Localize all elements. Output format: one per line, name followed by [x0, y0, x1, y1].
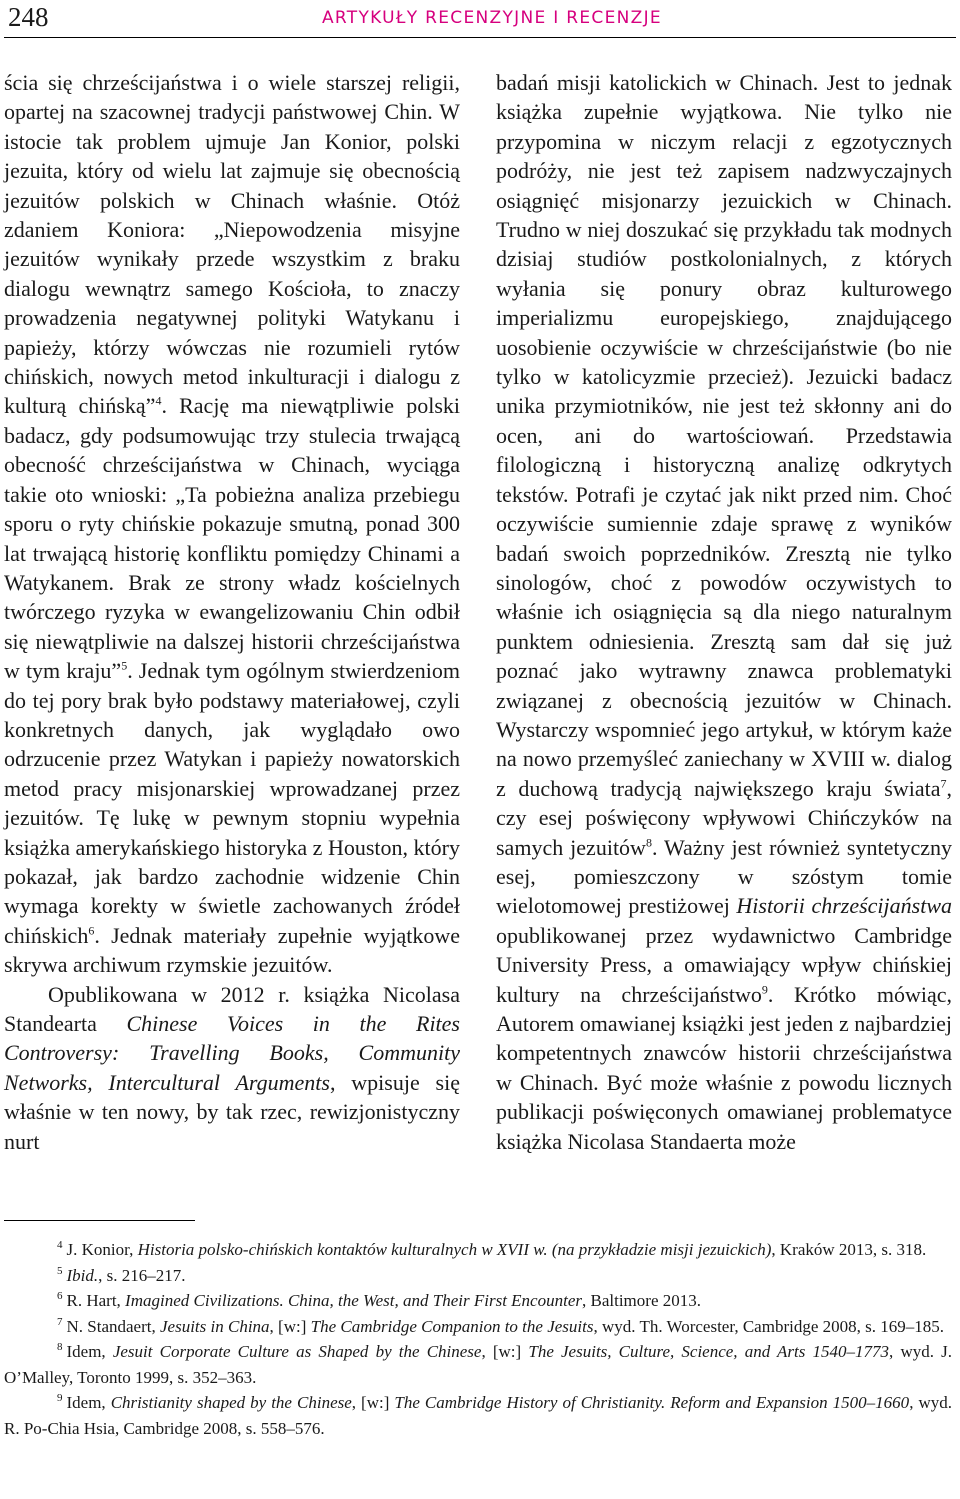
footnote-text: R. Hart,	[66, 1291, 126, 1310]
footnote-6	[4, 1288, 952, 1314]
right-column	[496, 68, 952, 1156]
footnote-number: 4	[57, 1239, 63, 1252]
footnote-ref-8[interactable]: 8	[645, 835, 652, 850]
footnote-7	[4, 1314, 952, 1340]
footnote-title: Jesuits in China	[159, 1316, 270, 1336]
footnote-8	[4, 1339, 952, 1390]
paragraph-text: . Jednak materiały zupełnie wyjątkowe skrywa archiwum rzymskie jezuitów.	[4, 922, 460, 978]
paragraph-text: . Krótko mówiąc, Autorem omawianej książki jest jeden z najbardziej kompetentnych znawców historii chrześcijaństwa w Chinach. Być może właśnie z powodu licznych publikacji poświęconych omawianej problematyce książka Nicolasa Standaerta może	[496, 981, 952, 1154]
footnote-4	[4, 1237, 952, 1263]
footnote-text: Idem,	[66, 1342, 113, 1361]
footnote-text: , wyd. J. O’Malley, Toronto 1999, s. 352–363.	[4, 1342, 952, 1387]
footnote-text: , [w:]	[269, 1316, 311, 1336]
footnote-9	[4, 1390, 952, 1441]
paragraph-text: opublikowanej przez wydawnictwo Cambridge University Press, a omawiający wpływ chińskiej kultury na chrześcijaństwo	[496, 922, 952, 1007]
footnote-text: , Kraków 2013, s. 318.	[771, 1240, 927, 1259]
footnote-title: Ibid.	[66, 1265, 99, 1285]
footnote-ref-5[interactable]: 5	[121, 658, 128, 673]
footnote-title: Jesuit Corporate Culture as Shaped by the Chinese	[112, 1342, 482, 1361]
paragraph-text: , wpisuje się właśnie w ten nowy, by tak rzec, rewizjonistyczny nurt	[4, 1069, 460, 1154]
paragraph-text: , czy esej poświęcony wpływowi Chińczyków na samych jezuitów	[496, 775, 952, 860]
paragraph-text: ścia się chrześcijaństwa i o wiele starszej religii, opartej na szacownej tradycji państwowej Chin. W istocie tak problem ujmuje Jan Konior, polski jezuita, który od wielu lat zajmuje się obecnością jezuitów polskich w Chinach właśnie. Otóż zdaniem Koniora: „Niepowodzenia misyjne jezuitów wynikały przede wszystkim z braku dialogu wewnątrz samego Kościoła, to znaczy prowadzenia negatywnej polityki Watykanu i papieży, którzy wówczas nie rozumieli rytów chińskich, nowych metod inkulturacji i dialogu z kulturą chińską”	[4, 70, 460, 419]
footnote-number: 8	[57, 1341, 63, 1354]
footnote-number: 6	[57, 1290, 63, 1303]
footnote-title: The Cambridge Companion to the Jesuits	[310, 1316, 594, 1336]
page-number: 248	[8, 2, 49, 32]
left-column	[4, 68, 460, 1156]
page-header	[4, 0, 956, 38]
book-title: Chinese Voices in the Rites Controversy: Travelling Books, Community Networks, Intercultural Arguments	[4, 1011, 460, 1095]
running-head: ARTYKUŁY RECENZYJNE I RECENZJE	[322, 8, 662, 28]
footnote-number: 7	[57, 1315, 63, 1328]
footnote-text: , wyd. Th. Worcester, Cambridge 2008, s. 169–185.	[593, 1316, 944, 1336]
footnote-ref-7[interactable]: 7	[940, 776, 947, 791]
footnote-5	[4, 1263, 952, 1289]
footnote-title: The Jesuits, Culture, Science, and Arts 1540–1773	[528, 1342, 890, 1361]
footnote-text: Idem,	[66, 1393, 111, 1412]
paragraph-text: . Rację ma niewątpliwie polski badacz, gdy podsumowując trzy stulecia trwającą obecność chrześcijaństwa w Chinach, wyciąga takie oto wnioski: „Ta pobieżna analiza przebiegu sporu o ryty chińskie pokazuje smutną, ponad 300 lat trwającą historię konfliktu pomiędzy Chinami a Watykanem. Brak ze strony władz kościelnych twórczego ryzyka w ewangelizowaniu Chin odbił się niewątpliwie na dalszej historii chrześcijaństwa w tym kraju”	[4, 393, 460, 684]
footnote-ref-4[interactable]: 4	[155, 394, 162, 409]
footnote-title: Christianity shaped by the Chinese	[110, 1393, 352, 1412]
paragraph-text: . Jednak tym ogólnym stwierdzeniom do tej pory brak było podstawy materiałowej, czyli konkretnych danych, jak wyglądało owo odrzucenie przez Watykan i papieży nowatorskich metod pracy misjonarskiej wprowadzanej przez jezuitów. Tę lukę w pewnym stopniu wypełnia książka amerykańskiego historyka z Houston, który pokazał, jak bardzo zachodnie widzenie Chin wymaga korekty w świetle zachowanych źródeł chińskich	[4, 658, 460, 948]
footnote-title: Historia polsko-chińskich kontaktów kulturalnych w XVII w. (na przykładzie misji jezuickich)	[137, 1240, 772, 1259]
footnote-rule	[4, 1220, 195, 1221]
footnote-text: , s. 216–217.	[98, 1265, 186, 1285]
footnote-text: , [w:]	[481, 1342, 529, 1361]
footnotes	[4, 1237, 952, 1441]
footnote-number: 5	[57, 1264, 63, 1277]
footnote-ref-6[interactable]: 6	[88, 923, 95, 938]
footnote-text: J. Konior,	[66, 1240, 138, 1259]
footnote-text: N. Standaert,	[66, 1316, 160, 1336]
footnote-text: , wyd. R. Po-Chia Hsia, Cambridge 2008, s. 558–576.	[4, 1393, 952, 1438]
footnote-text: , [w:]	[351, 1393, 395, 1412]
footnote-text: , Baltimore 2013.	[582, 1291, 701, 1310]
footnote-title: The Cambridge History of Christianity. Reform and Expansion 1500–1660	[394, 1393, 910, 1412]
paragraph	[4, 980, 460, 1156]
paragraph-text: Opublikowana w 2012 r. książka Nicolasa Standearta	[4, 981, 460, 1036]
paragraph	[4, 68, 460, 980]
header-rule	[4, 37, 956, 38]
footnote-title: Imagined Civilizations. China, the West, and Their First Encounter	[125, 1291, 582, 1310]
paragraph-text: . Ważny jest również syntetyczny esej, pomieszczony w szóstym tomie wielotomowej prestiżowej	[496, 834, 952, 919]
paragraph-text: badań misji katolickich w Chinach. Jest to jednak książka zupełnie wyjątkowa. Nie tylko nie przypomina w niczym relacji z egzotycznych podróży, nie jest też zapisem nadzwyczajnych osiągnięć misjonarzy jezuickich w Chinach. Trudno w niej doszukać się przykładu tak modnych dzisiaj studiów postkolonialnych, z których wyłania się ponury obraz kulturowego imperializmu europejskiego, znajdującego uosobienie oczywiście w chrześcijaństwie (bo nie tylko w katolicyzmie przecież). Jezuicki badacz unika przymiotników, nie jest też skłonny ani do ocen, ani do wartościowań. Przedstawia filologiczną i historyczną analizę odkrytych tekstów. Potrafi je czytać jak nikt przed nim. Choć oczywiście sumiennie zdaje sprawę z wyników badań swoich poprzedników. Zresztą nie tylko sinologów, choć z powodów oczywistych to właśnie ich osiągnięcia są dla niego naturalnym punktem odniesienia. Zresztą sam dał się już poznać jako wytrawny znawca problematyki związanej z obecnością jezuitów w Chinach. Wystarczy wspomnieć jego artykuł, w którym każe na nowo przemyśleć zaniechany w XVIII w. dialog z duchową tradycją największego kraju świata	[496, 70, 952, 801]
footnote-ref-9[interactable]: 9	[761, 982, 768, 997]
paragraph	[496, 68, 952, 1156]
footnote-number: 9	[57, 1392, 63, 1405]
book-title: Historii chrześcijaństwa	[736, 893, 953, 919]
